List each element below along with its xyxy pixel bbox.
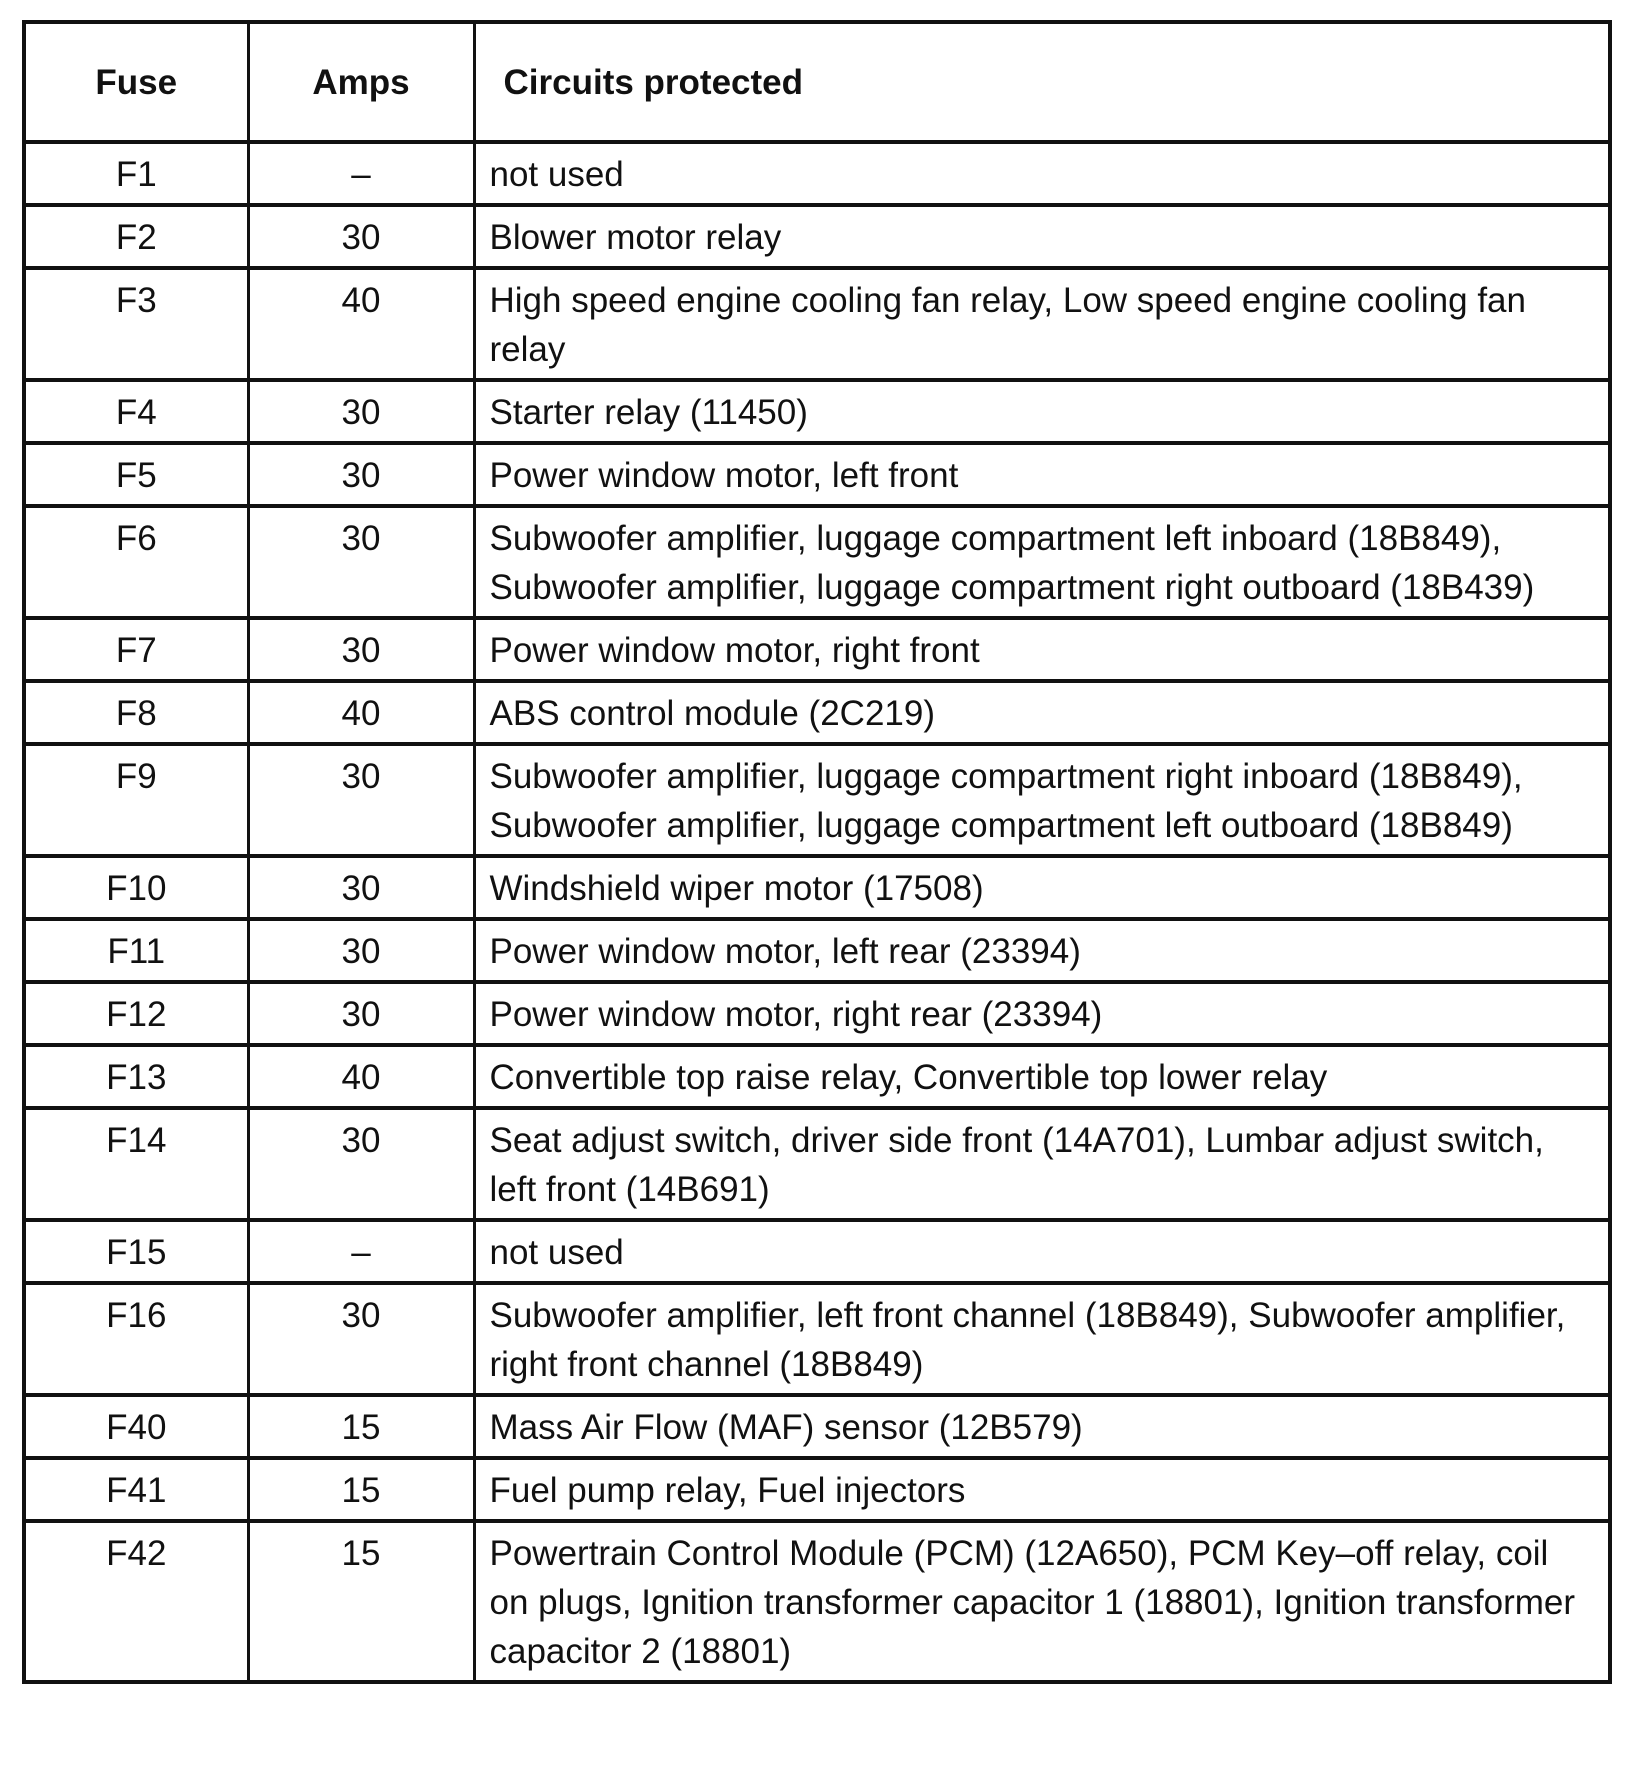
table-row [24, 1220, 1610, 1283]
fuse-cell: F6 [24, 506, 248, 618]
amps-cell: 15 [248, 1458, 474, 1521]
amps-cell: 30 [248, 1283, 474, 1395]
fuse-cell: F3 [24, 268, 248, 380]
circuits-cell: Windshield wiper motor (17508) [474, 856, 1610, 919]
table-row [24, 919, 1610, 982]
fuse-cell: F4 [24, 380, 248, 443]
amps-cell: – [248, 142, 474, 205]
circuits-cell: Convertible top raise relay, Convertible top lower relay [474, 1045, 1610, 1108]
header-circuits: Circuits protected [474, 22, 1610, 142]
circuits-cell: Subwoofer amplifier, luggage compartment right inboard (18B849), Subwoofer amplifier, luggage compartment left outboard (18B849) [474, 744, 1610, 856]
amps-cell: 30 [248, 380, 474, 443]
fuse-cell: F16 [24, 1283, 248, 1395]
table-row [24, 142, 1610, 205]
table-row [24, 744, 1610, 856]
amps-cell: 40 [248, 681, 474, 744]
amps-cell: 30 [248, 443, 474, 506]
fuse-cell: F7 [24, 618, 248, 681]
circuits-cell: Mass Air Flow (MAF) sensor (12B579) [474, 1395, 1610, 1458]
amps-cell: 40 [248, 268, 474, 380]
table-row [24, 618, 1610, 681]
table-row [24, 1521, 1610, 1682]
circuits-cell: not used [474, 1220, 1610, 1283]
table-row [24, 1045, 1610, 1108]
table-row [24, 443, 1610, 506]
fuse-table [22, 20, 1612, 1684]
circuits-cell: Power window motor, right rear (23394) [474, 982, 1610, 1045]
circuits-cell: Blower motor relay [474, 205, 1610, 268]
fuse-cell: F13 [24, 1045, 248, 1108]
header-fuse: Fuse [24, 22, 248, 142]
amps-cell: 30 [248, 1108, 474, 1220]
table-row [24, 681, 1610, 744]
circuits-cell: Powertrain Control Module (PCM) (12A650), PCM Key–off relay, coil on plugs, Ignition transformer capacitor 1 (18801), Ignition transformer capacitor 2 (18801) [474, 1521, 1610, 1682]
fuse-cell: F41 [24, 1458, 248, 1521]
fuse-cell: F42 [24, 1521, 248, 1682]
circuits-cell: Subwoofer amplifier, left front channel (18B849), Subwoofer amplifier, right front channel (18B849) [474, 1283, 1610, 1395]
table-row [24, 856, 1610, 919]
amps-cell: 30 [248, 205, 474, 268]
amps-cell: 30 [248, 618, 474, 681]
amps-cell: 30 [248, 744, 474, 856]
circuits-cell: Subwoofer amplifier, luggage compartment left inboard (18B849), Subwoofer amplifier, luggage compartment right outboard (18B439) [474, 506, 1610, 618]
circuits-cell: Power window motor, right front [474, 618, 1610, 681]
fuse-cell: F12 [24, 982, 248, 1045]
amps-cell: 30 [248, 506, 474, 618]
table-row [24, 380, 1610, 443]
amps-cell: 30 [248, 982, 474, 1045]
fuse-cell: F9 [24, 744, 248, 856]
fuse-cell: F1 [24, 142, 248, 205]
circuits-cell: ABS control module (2C219) [474, 681, 1610, 744]
fuse-cell: F40 [24, 1395, 248, 1458]
circuits-cell: Seat adjust switch, driver side front (14A701), Lumbar adjust switch, left front (14B691) [474, 1108, 1610, 1220]
table-row [24, 1108, 1610, 1220]
circuits-cell: Starter relay (11450) [474, 380, 1610, 443]
table-row [24, 1283, 1610, 1395]
amps-cell: 30 [248, 919, 474, 982]
fuse-cell: F2 [24, 205, 248, 268]
table-row [24, 205, 1610, 268]
amps-cell: 15 [248, 1395, 474, 1458]
fuse-cell: F8 [24, 681, 248, 744]
circuits-cell: not used [474, 142, 1610, 205]
fuse-cell: F14 [24, 1108, 248, 1220]
fuse-cell: F11 [24, 919, 248, 982]
amps-cell: – [248, 1220, 474, 1283]
header-amps: Amps [248, 22, 474, 142]
table-row [24, 982, 1610, 1045]
circuits-cell: Fuel pump relay, Fuel injectors [474, 1458, 1610, 1521]
circuits-cell: High speed engine cooling fan relay, Low speed engine cooling fan relay [474, 268, 1610, 380]
header-row [24, 22, 1610, 142]
table-body [24, 142, 1610, 1682]
fuse-cell: F15 [24, 1220, 248, 1283]
fuse-cell: F5 [24, 443, 248, 506]
table-row [24, 1458, 1610, 1521]
table-row [24, 268, 1610, 380]
fuse-cell: F10 [24, 856, 248, 919]
amps-cell: 40 [248, 1045, 474, 1108]
circuits-cell: Power window motor, left front [474, 443, 1610, 506]
table-row [24, 506, 1610, 618]
amps-cell: 15 [248, 1521, 474, 1682]
circuits-cell: Power window motor, left rear (23394) [474, 919, 1610, 982]
amps-cell: 30 [248, 856, 474, 919]
table-row [24, 1395, 1610, 1458]
